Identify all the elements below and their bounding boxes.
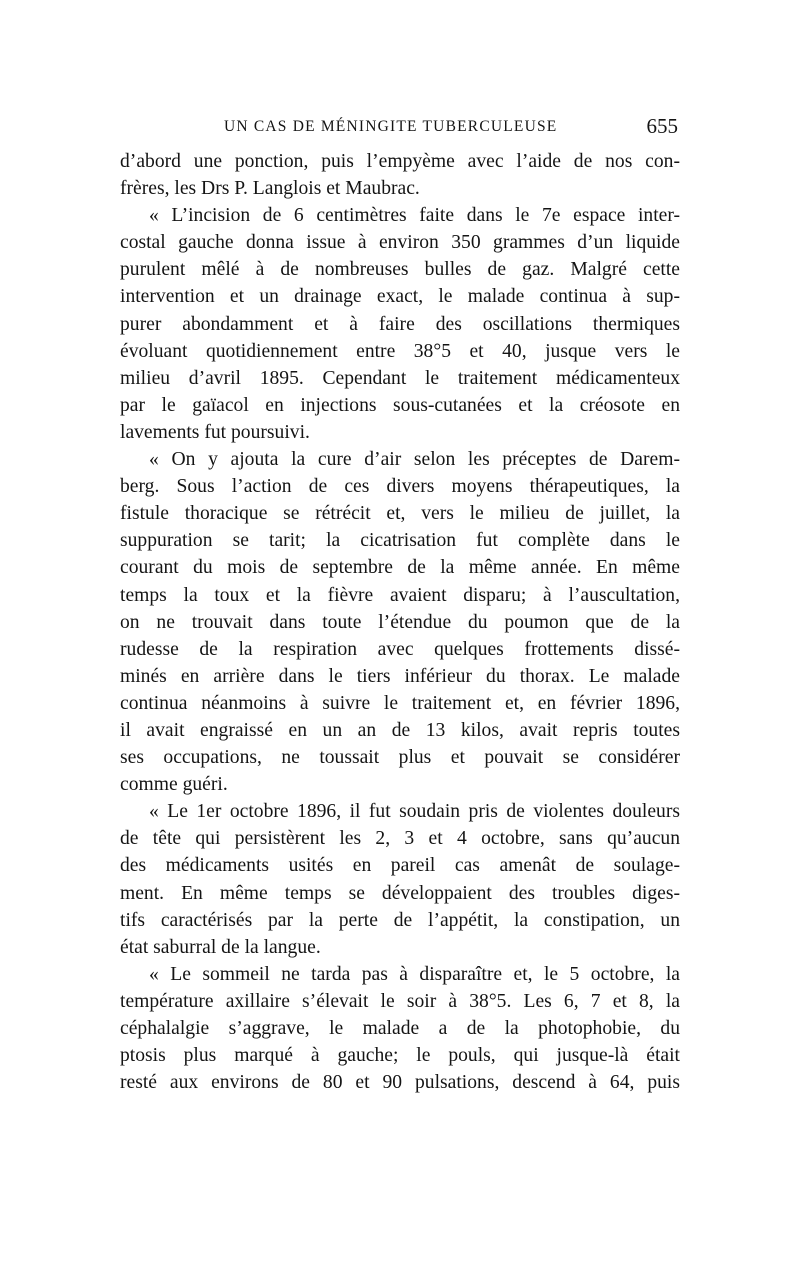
paragraph-continuation (120, 148, 680, 202)
text-line: berg. Sous l’action de ces divers moyens thérapeutiques, la (120, 476, 680, 498)
text-line: purulent mêlé à de nombreuses bulles de gaz. Malgré cette (120, 259, 680, 281)
text-line: comme guéri. (120, 774, 228, 796)
paragraph-cure (120, 446, 680, 798)
text-line: de tête qui persistèrent les 2, 3 et 4 octobre, sans qu’aucun (120, 828, 680, 850)
text-line: intervention et un drainage exact, le malade continua à sup- (120, 286, 680, 308)
body-text (120, 148, 680, 1096)
text-line: état saburral de la langue. (120, 936, 321, 958)
text-line: temps la toux et la fièvre avaient disparu; à l’auscultation, (120, 584, 680, 606)
text-line: minés en arrière dans le tiers inférieur du thorax. Le malade (120, 665, 680, 687)
text-line: évoluant quotidiennement entre 38°5 et 40, jusque vers le (120, 340, 680, 362)
text-line: courant du mois de septembre de la même année. En même (120, 557, 680, 579)
text-line: ptosis plus marqué à gauche; le pouls, qui jusque-là était (120, 1045, 680, 1067)
paragraph-sleep (120, 961, 680, 1096)
paragraph-october (120, 798, 680, 961)
text-line: lavements fut poursuivi. (120, 421, 310, 443)
text-line: resté aux environs de 80 et 90 pulsations, descend à 64, puis (120, 1072, 680, 1094)
text-line: ses occupations, ne toussait plus et pouvait se considérer (120, 747, 680, 769)
text-line: costal gauche donna issue à environ 350 grammes d’un liquide (120, 232, 680, 254)
text-line: « Le sommeil ne tarda pas à disparaître et, le 5 octobre, la (149, 963, 680, 985)
paragraph-incision (120, 202, 680, 446)
text-line: rudesse de la respiration avec quelques frottements dissé- (120, 638, 680, 660)
text-line: continua néanmoins à suivre le traitement et, en février 1896, (120, 692, 680, 714)
text-line: frères, les Drs P. Langlois et Maubrac. (120, 178, 420, 200)
text-line: milieu d’avril 1895. Cependant le traitement médicamenteux (120, 367, 680, 389)
text-line: fistule thoracique se rétrécit et, vers le milieu de juillet, la (120, 503, 680, 525)
text-line: il avait engraissé en un an de 13 kilos, avait repris toutes (120, 719, 680, 741)
text-line: « L’incision de 6 centimètres faite dans le 7e espace inter- (149, 205, 680, 227)
text-line: par le gaïacol en injections sous-cutanées et la créosote en (120, 394, 680, 416)
text-line: suppuration se tarit; la cicatrisation fut complète dans le (120, 530, 680, 552)
running-head (120, 114, 680, 144)
text-line: on ne trouvait dans toute l’étendue du poumon que de la (120, 611, 680, 633)
running-title: UN CAS DE MÉNINGITE TUBERCULEUSE (224, 118, 558, 135)
text-line: température axillaire s’élevait le soir à 38°5. Les 6, 7 et 8, la (120, 990, 680, 1012)
text-line: d’abord une ponction, puis l’empyème avec l’aide de nos con- (120, 151, 680, 172)
text-line: « Le 1er octobre 1896, il fut soudain pris de violentes douleurs (149, 801, 680, 823)
text-line: ment. En même temps se développaient des troubles diges- (120, 882, 680, 904)
text-line: tifs caractérisés par la perte de l’appétit, la constipation, un (120, 909, 680, 931)
text-line: « On y ajouta la cure d’air selon les préceptes de Darem- (149, 449, 680, 471)
text-line: purer abondamment et à faire des oscillations thermiques (120, 313, 680, 335)
text-line: des médicaments usités en pareil cas amenât de soulage- (120, 855, 680, 877)
page-number: 655 (646, 114, 678, 138)
text-line: céphalalgie s’aggrave, le malade a de la photophobie, du (120, 1018, 680, 1039)
